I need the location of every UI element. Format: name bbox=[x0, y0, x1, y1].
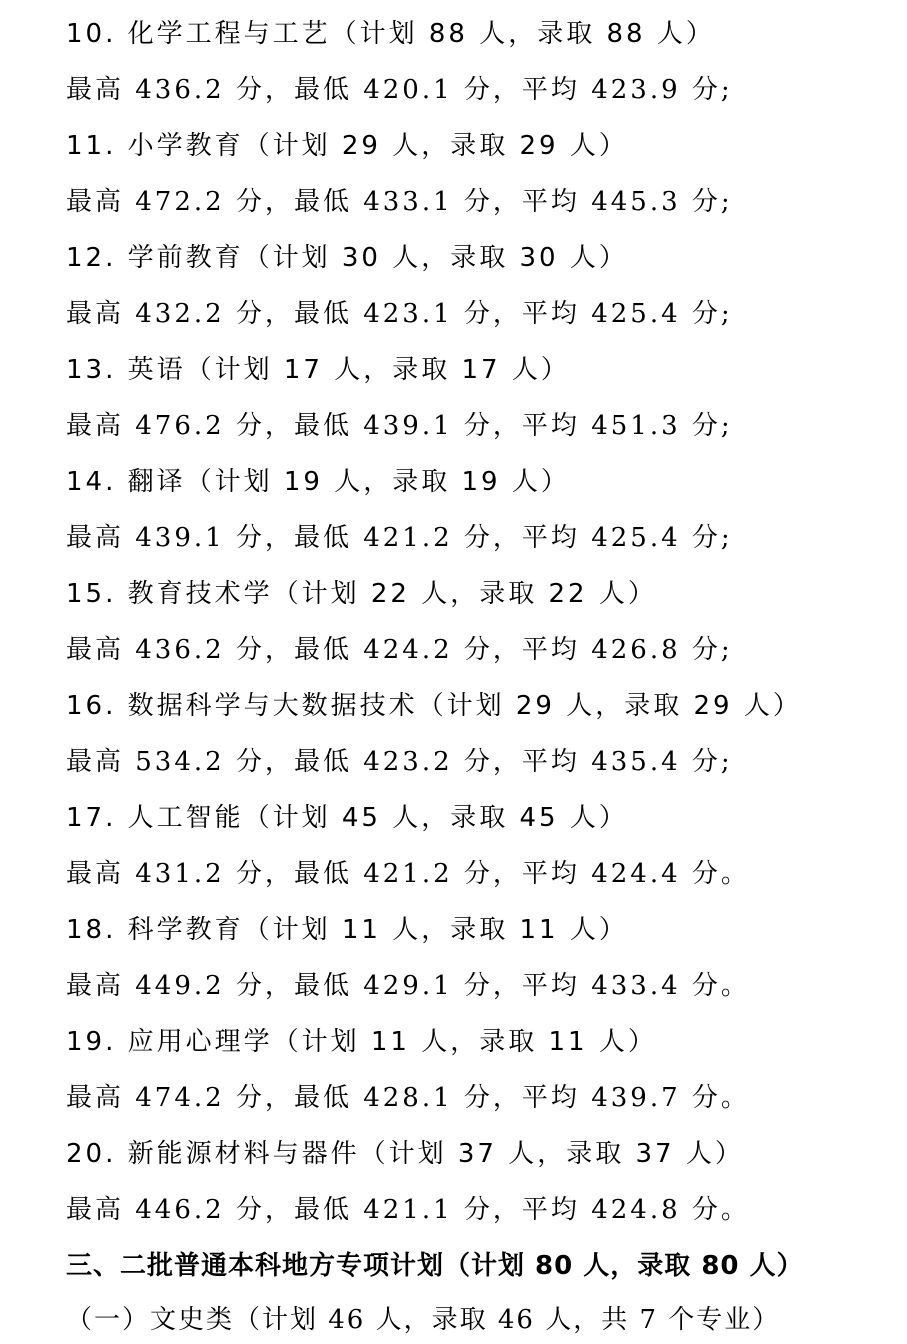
major-stats: 最高 436.2 分，最低 420.1 分，平均 423.9 分; bbox=[66, 75, 733, 105]
major-stats: 最高 432.2 分，最低 423.1 分，平均 425.4 分; bbox=[66, 299, 733, 329]
major-stats: 最高 431.2 分，最低 421.2 分，平均 424.4 分。 bbox=[66, 859, 750, 889]
subsection-title: （一）文史类（计划 46 人，录取 46 人，共 7 个专业） bbox=[66, 1305, 781, 1335]
major-heading: 17. 人工智能（计划 45 人，录取 45 人） bbox=[66, 803, 628, 833]
major-heading: 12. 学前教育（计划 30 人，录取 30 人） bbox=[66, 243, 628, 273]
major-heading: 10. 化学工程与工艺（计划 88 人，录取 88 人） bbox=[66, 19, 715, 49]
major-heading: 18. 科学教育（计划 11 人，录取 11 人） bbox=[66, 915, 628, 945]
major-heading: 13. 英语（计划 17 人，录取 17 人） bbox=[66, 355, 570, 385]
major-heading: 11. 小学教育（计划 29 人，录取 29 人） bbox=[66, 131, 628, 161]
major-heading: 19. 应用心理学（计划 11 人，录取 11 人） bbox=[66, 1027, 657, 1057]
major-heading: 16. 数据科学与大数据技术（计划 29 人，录取 29 人） bbox=[66, 691, 802, 721]
major-stats: 最高 474.2 分，最低 428.1 分，平均 439.7 分。 bbox=[66, 1083, 750, 1113]
major-stats: 最高 534.2 分，最低 423.2 分，平均 435.4 分; bbox=[66, 747, 733, 777]
major-heading: 14. 翻译（计划 19 人，录取 19 人） bbox=[66, 467, 570, 497]
section-title: 三、二批普通本科地方专项计划（计划 80 人，录取 80 人） bbox=[66, 1251, 804, 1281]
major-stats: 最高 472.2 分，最低 433.1 分，平均 445.3 分; bbox=[66, 187, 733, 217]
major-stats: 最高 446.2 分，最低 421.1 分，平均 424.8 分。 bbox=[66, 1195, 750, 1225]
major-stats: 最高 439.1 分，最低 421.2 分，平均 425.4 分; bbox=[66, 523, 733, 553]
major-stats: 最高 449.2 分，最低 429.1 分，平均 433.4 分。 bbox=[66, 971, 750, 1001]
major-stats: 最高 476.2 分，最低 439.1 分，平均 451.3 分; bbox=[66, 411, 733, 441]
major-heading: 15. 教育技术学（计划 22 人，录取 22 人） bbox=[66, 579, 657, 609]
major-heading: 20. 新能源材料与器件（计划 37 人，录取 37 人） bbox=[66, 1139, 744, 1169]
major-stats: 最高 436.2 分，最低 424.2 分，平均 426.8 分; bbox=[66, 635, 733, 665]
